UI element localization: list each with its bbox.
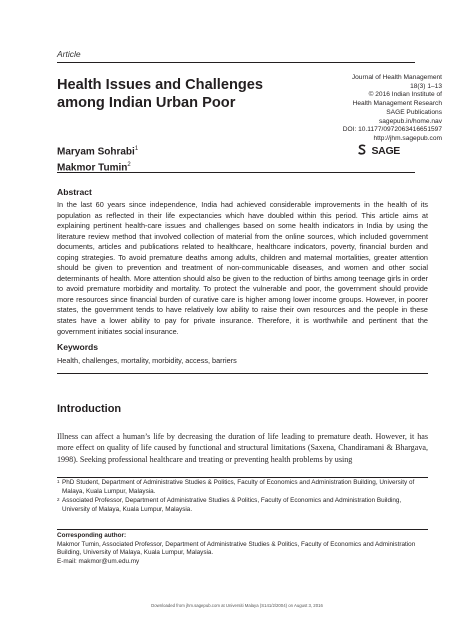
keywords-rule (57, 373, 428, 374)
journal-copyright-holder: Health Management Research (352, 100, 442, 108)
footnote-2 (57, 497, 428, 514)
footnote-text: Associated Professor, Department of Administrative Studies & Politics, Faculty of Economics and Administration Building, University of Malaya, Kuala Lumpur, Malaysia. (62, 497, 402, 513)
author-list (57, 143, 138, 175)
footnote-mark: 1 (57, 479, 60, 484)
download-notice: Downloaded from jhm.sagepub.com at Universiti Malaya (S141/2/2004) on August 3, 2016 (151, 603, 323, 608)
sage-logo-text: SAGE (371, 145, 401, 157)
footnote-rule (57, 477, 428, 478)
article-label: Article (57, 49, 81, 59)
author-name: Makmor Tumin (57, 162, 128, 174)
author-mark: 2 (127, 161, 131, 168)
keywords-heading: Keywords (57, 342, 99, 352)
journal-volume: 18(3) 1–13 (410, 82, 442, 90)
footnote-mark: 2 (57, 497, 60, 502)
journal-copyright: © 2016 Indian Institute of (368, 91, 442, 99)
introduction-heading: Introduction (57, 403, 122, 415)
footnote-1 (57, 479, 428, 496)
abstract-text: In the last 60 years since independence, India had achieved considerable improvements in the health of its population as reflected in their life expectancies which have doubled within this period. This article aims at explaining pertinent health-care issues and challenges based on some health indicators in India by using the literature review method that involved collection of material from the online sources, which included government documents, articles and publications related to healthcare, healthcare indicators, poverty, financial burden and coping strategies. To avoid premature deaths among adults, children and maternal mortalities, greater attention should be given to prevention and treatment of non-communicable diseases, and women and other social determinants of health. More attention should also be given to the reduction of births among teenage girls in order to avoid premature morbidity and mortality. To protect the vulnerable and poor, the government should provide more resources since financial burden of curative care is higher among lower income groups. However, in poorer states, the government tends to have relatively low ability to raise their own resources and the people in these states have a lower ability to pay for private insurance. Therefore, it is worthwhile and pertinent that the government initiates social insurance. (57, 200, 428, 336)
article-title: Health Issues and Challenges among Indian Urban Poor (57, 77, 264, 111)
journal-doi[interactable]: DOI: 10.1177/0972063416651597 (342, 126, 442, 134)
footnote-text: PhD Student, Department of Administrative Studies & Politics, Faculty of Economics and Administration Building, University of Malaya, Kuala Lumpur, Malaysia. (62, 479, 415, 495)
introduction-text: Illness can affect a human’s life by decreasing the duration of life leading to premature death. However, it has more effect on quality of life caused by functional and structural limitations (Saxena, Chandiramani & Bhargava, 1998). Seeking professional healthcare and treating or preventing health problems by using (57, 432, 428, 464)
top-rule (57, 62, 415, 63)
journal-publisher-url[interactable]: sagepub.in/home.nav (378, 117, 442, 125)
journal-name: Journal of Health Management (351, 74, 442, 81)
keywords-text: Health, challenges, mortality, morbidity, access, barriers (57, 356, 237, 365)
sage-logo (357, 142, 429, 157)
author-1 (57, 143, 138, 159)
journal-info (300, 74, 442, 144)
sage-icon (357, 142, 367, 160)
correspondence (57, 532, 428, 566)
correspondence-rule (57, 529, 428, 530)
journal-url[interactable]: http://jhm.sagepub.com (373, 134, 442, 142)
correspondence-email[interactable]: E-mail: makmor@um.edu.my (57, 557, 140, 565)
section-rule (57, 172, 415, 173)
author-name: Maryam Sohrabi (57, 146, 135, 158)
journal-publisher: SAGE Publications (386, 108, 442, 116)
footnotes (57, 479, 428, 515)
author-mark: 1 (134, 146, 139, 152)
correspondence-address: Makmor Tumin, Associated Professor, Department of Administrative Studies & Politics, Faculty of Economics and Administration Building, University of Malaya, Kuala Lumpur, Malaysia. (57, 540, 416, 556)
abstract-heading: Abstract (57, 187, 92, 197)
correspondence-heading: Corresponding author: (57, 532, 127, 539)
